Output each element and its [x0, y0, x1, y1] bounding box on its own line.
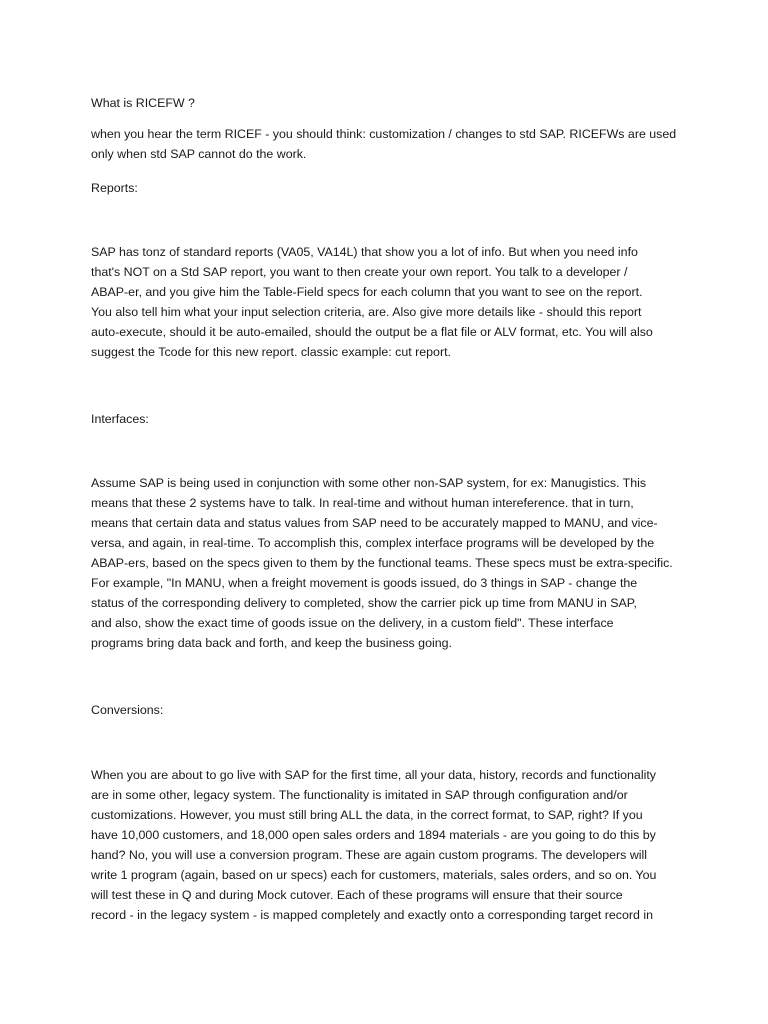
interfaces-heading [91, 409, 691, 429]
text-line: have 10,000 customers, and 18,000 open sales orders and 1894 materials - are you going to do this by [91, 828, 656, 842]
text-line: only when std SAP cannot do the work. [91, 147, 307, 161]
document-title [91, 93, 691, 113]
text-line: are in some other, legacy system. The functionality is imitated in SAP through configuration and/or [91, 788, 628, 802]
text-line: auto-execute, should it be auto-emailed, should the output be a flat file or ALV format, etc. You will also [91, 325, 653, 339]
text-line: ABAP-er, and you give him the Table-Field specs for each column that you want to see on the report. [91, 285, 643, 299]
text-line: hand? No, you will use a conversion program. These are again custom programs. The developers will [91, 848, 648, 862]
text-line: When you are about to go live with SAP for the first time, all your data, history, records and functionality [91, 768, 656, 782]
intro-paragraph [91, 124, 691, 164]
text-line: status of the corresponding delivery to completed, show the carrier pick up time from MANU in SAP, [91, 596, 637, 610]
text-line: record - in the legacy system - is mapped completely and exactly onto a corresponding target record in [91, 908, 653, 922]
text-line: SAP has tonz of standard reports (VA05, VA14L) that show you a lot of info. But when you need info [91, 245, 638, 259]
text-line: For example, "In MANU, when a freight movement is goods issued, do 3 things in SAP - change the [91, 576, 638, 590]
text-line: ABAP-ers, based on the specs given to them by the functional teams. These specs must be extra-specific. [91, 556, 673, 570]
reports-heading [91, 178, 691, 198]
text-line: means that certain data and status values from SAP need to be accurately mapped to MANU, and vice- [91, 516, 658, 530]
conversions-heading [91, 700, 691, 720]
text-line: suggest the Tcode for this new report. classic example: cut report. [91, 345, 451, 359]
text-line: programs bring data back and forth, and keep the business going. [91, 636, 452, 650]
text-line: customizations. However, you must still bring ALL the data, in the correct format, to SAP, right? If you [91, 808, 643, 822]
text-line: write 1 program (again, based on ur specs) each for customers, materials, sales orders, and so on. You [91, 868, 657, 882]
conversions-paragraph [91, 765, 691, 925]
text-line: that's NOT on a Std SAP report, you want to then create your own report. You talk to a developer / [91, 265, 628, 279]
heading-line: Reports: [91, 181, 138, 195]
interfaces-paragraph [91, 473, 691, 653]
text-line: versa, and again, in real-time. To accomplish this, complex interface programs will be developed by the [91, 536, 655, 550]
heading-line: Conversions: [91, 703, 164, 717]
text-line: will test these in Q and during Mock cutover. Each of these programs will ensure that their source [91, 888, 623, 902]
text-line: and also, show the exact time of goods issue on the delivery, in a custom field". These interface [91, 616, 614, 630]
title-line: What is RICEFW ? [91, 96, 195, 110]
text-line: when you hear the term RICEF - you should think: customization / changes to std SAP. RICEFWs are used [91, 127, 677, 141]
text-line: You also tell him what your input selection criteria, are. Also give more details like - should this report [91, 305, 642, 319]
text-line: Assume SAP is being used in conjunction with some other non-SAP system, for ex: Manugistics. This [91, 476, 647, 490]
heading-line: Interfaces: [91, 412, 149, 426]
text-line: means that these 2 systems have to talk. In real-time and without human intereference. that in turn, [91, 496, 634, 510]
reports-paragraph [91, 242, 691, 362]
